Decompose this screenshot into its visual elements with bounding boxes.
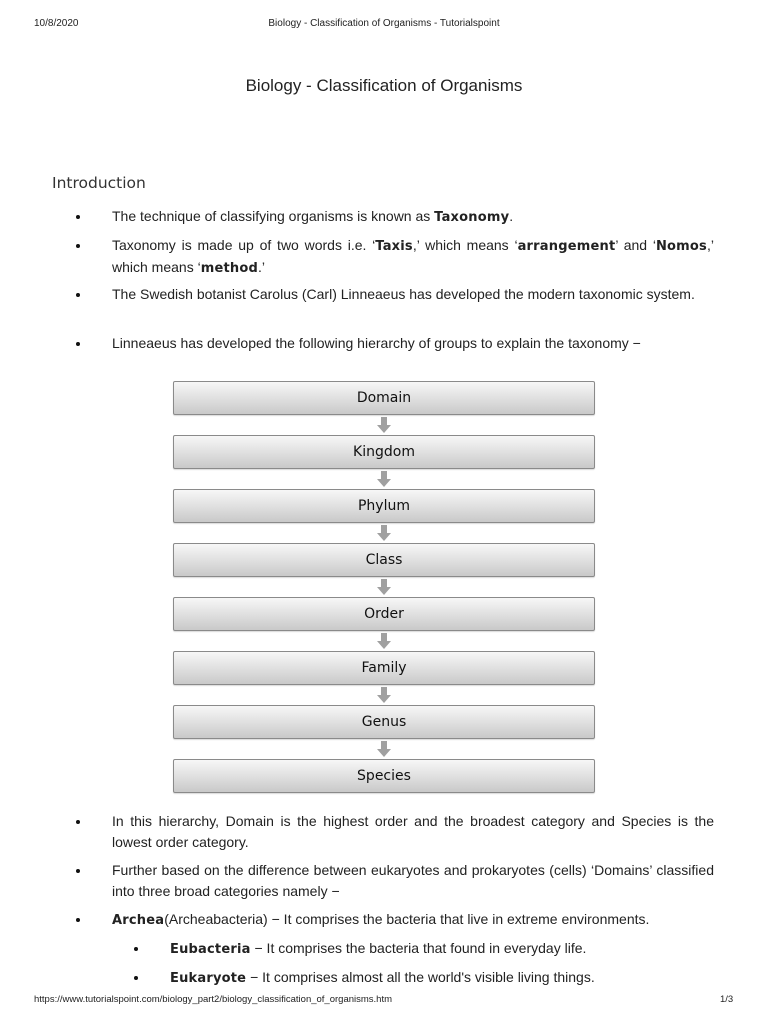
term-eukaryote: Eukaryote <box>170 971 247 986</box>
print-footer-page-number: 1/3 <box>720 994 734 1005</box>
list-item-text: ,’ which means ‘ <box>112 237 714 275</box>
list-item <box>170 967 714 989</box>
down-arrow-icon <box>377 417 391 433</box>
list-item-text: . <box>509 208 514 224</box>
term-nomos: Nomos <box>655 239 707 254</box>
down-arrow-icon <box>377 579 391 595</box>
term-archea: Archea <box>112 913 165 928</box>
down-arrow-icon <box>377 741 391 757</box>
print-header-date: 10/8/2020 <box>34 18 79 29</box>
hierarchy-level-class: Class <box>173 543 595 577</box>
down-arrow-icon <box>377 687 391 703</box>
hierarchy-level-species: Species <box>173 759 595 793</box>
down-arrow-icon <box>377 633 391 649</box>
term-taxis: Taxis <box>375 239 413 254</box>
page-title: Biology - Classification of Organisms <box>245 76 523 95</box>
term-arrangement: arrangement <box>517 239 616 254</box>
list-item: In this hierarchy, Domain is the highest order and the broadest category and Species is the lowest order category. <box>112 811 714 853</box>
list-item: The Swedish botanist Carolus (Carl) Linneaeus has developed the modern taxonomic system. <box>112 284 714 305</box>
down-arrow-icon <box>377 525 391 541</box>
list-item-text: (Archeabacteria) − It comprises the bacteria that live in extreme environments. <box>164 911 650 927</box>
hierarchy-level-kingdom: Kingdom <box>173 435 595 469</box>
term-taxonomy: Taxonomy <box>434 210 510 225</box>
list-item <box>112 909 714 931</box>
list-item-text: The technique of classifying organisms is known as <box>112 208 435 224</box>
hierarchy-level-family: Family <box>173 651 595 685</box>
term-method: method <box>200 261 258 276</box>
list-item-text: − It comprises the bacteria that found in everyday life. <box>250 940 587 956</box>
section-heading-introduction: Introduction <box>52 174 146 192</box>
list-item-text: − It comprises almost all the world's visible living things. <box>246 969 595 985</box>
hierarchy-level-domain: Domain <box>173 381 595 415</box>
hierarchy-level-genus: Genus <box>173 705 595 739</box>
term-eubacteria: Eubacteria <box>170 942 251 957</box>
list-item-text: ’ and ‘ <box>615 237 656 253</box>
list-item <box>112 235 714 279</box>
list-item <box>170 938 714 960</box>
list-item <box>112 206 714 228</box>
list-item: Linneaeus has developed the following hierarchy of groups to explain the taxonomy − <box>112 333 714 354</box>
list-item-text: Taxonomy is made up of two words i.e. ‘ <box>112 237 376 253</box>
list-item: Further based on the difference between eukaryotes and prokaryotes (cells) ‘Domains’ classified into three broad categories namely − <box>112 860 714 902</box>
list-item-text: ,’ which means ‘ <box>412 237 518 253</box>
print-header-title: Biology - Classification of Organisms - Tutorialspoint <box>268 18 500 29</box>
list-item-text: .’ <box>257 259 265 275</box>
down-arrow-icon <box>377 471 391 487</box>
print-footer-url: https://www.tutorialspoint.com/biology_part2/biology_classification_of_organisms.htm <box>34 994 393 1005</box>
hierarchy-level-order: Order <box>173 597 595 631</box>
hierarchy-level-phylum: Phylum <box>173 489 595 523</box>
